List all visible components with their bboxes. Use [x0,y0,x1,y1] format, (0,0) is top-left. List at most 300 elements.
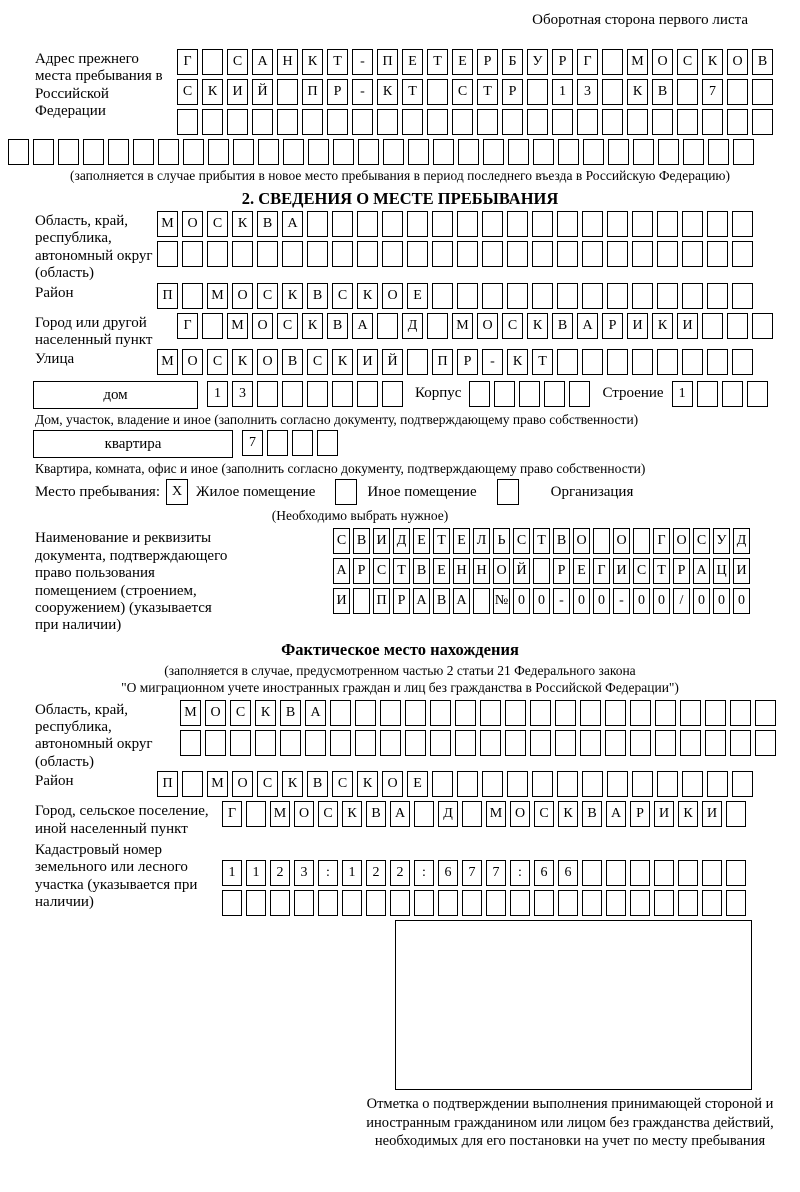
char-box [527,79,548,105]
char-box: О [252,313,273,339]
char-box [427,79,448,105]
prev-address-row [177,109,773,135]
char-box [473,588,490,614]
char-box: Ь [493,528,510,554]
char-box: Т [393,558,410,584]
char-box [294,890,314,916]
char-box [408,139,429,165]
char-box: И [654,801,674,827]
char-box: Р [327,79,348,105]
char-box: Г [593,558,610,584]
char-box: Е [413,528,430,554]
char-box [606,890,626,916]
char-box [432,283,453,309]
char-box [732,349,753,375]
char-box [732,211,753,237]
prev-address-block [0,49,800,135]
char-box: С [693,528,710,554]
char-box: 6 [438,860,458,886]
char-box [355,700,376,726]
char-box [727,313,748,339]
char-box [558,890,578,916]
char-box: 0 [573,588,590,614]
char-box: 1 [246,860,266,886]
char-box [752,79,773,105]
char-box: 0 [633,588,650,614]
char-box: О [382,771,403,797]
char-box: С [307,349,328,375]
char-box [657,211,678,237]
char-box [730,700,751,726]
char-box [257,381,278,407]
char-box [305,730,326,756]
char-box [58,139,79,165]
cadastral-label: Кадастровый номер земельного или лесного участка (указывается при наличии) [35,842,198,911]
char-box [657,241,678,267]
char-box [633,528,650,554]
cadastral-row [222,860,746,886]
char-box [655,730,676,756]
char-box [682,283,703,309]
char-box: Т [533,528,550,554]
char-box [654,890,674,916]
char-box [33,139,54,165]
char-box: Д [393,528,410,554]
char-box [292,430,313,456]
char-box [652,109,673,135]
region2-rows [180,700,776,756]
char-box: А [413,588,430,614]
char-box: К [282,283,303,309]
doc-rows [333,528,750,614]
char-box: М [627,49,648,75]
char-box [202,109,223,135]
prev-address-row-full [0,139,800,165]
char-box: К [302,313,323,339]
char-box [280,730,301,756]
char-box [252,109,273,135]
char-box [366,890,386,916]
char-box [582,349,603,375]
city2-label: Город, сельское поселение, иной населенный пункт [35,803,209,837]
char-box [680,700,701,726]
char-box [205,730,226,756]
char-box [726,860,746,886]
char-box [486,890,506,916]
region2-row [180,730,776,756]
char-box: О [727,49,748,75]
char-box [602,49,623,75]
char-box: Е [573,558,590,584]
street-row [157,349,753,375]
char-box [697,381,718,407]
char-box: О [613,528,630,554]
section2-heading: 2. СВЕДЕНИЯ О МЕСТЕ ПРЕБЫВАНИЯ [241,189,559,208]
char-box: С [502,313,523,339]
char-box [755,730,776,756]
char-box: К [357,283,378,309]
char-box [232,241,253,267]
char-box [505,730,526,756]
stay-checkbox-org [497,479,519,505]
char-box [544,381,565,407]
char-box [580,730,601,756]
char-box [183,139,204,165]
char-box [632,771,653,797]
char-box: Й [252,79,273,105]
char-box: С [230,700,251,726]
char-box: В [413,558,430,584]
char-box: 1 [672,381,693,407]
char-box: К [357,771,378,797]
char-box: 0 [733,588,750,614]
char-box: И [357,349,378,375]
char-box [510,890,530,916]
char-box: М [270,801,290,827]
char-box: К [202,79,223,105]
region2-label: Область, край, республика, автономный округ (область) [35,701,153,770]
char-box: - [352,79,373,105]
char-box [727,79,748,105]
char-box [233,139,254,165]
char-box: В [553,528,570,554]
char-box: : [510,860,530,886]
char-box: 6 [558,860,578,886]
char-box: В [282,349,303,375]
char-box [307,241,328,267]
stroenie-label: Строение [602,385,664,402]
char-box: О [652,49,673,75]
char-box: Р [552,49,573,75]
char-box [246,890,266,916]
char-box: Г [577,49,598,75]
char-box: - [352,49,373,75]
doc-row [333,558,750,584]
char-box [602,109,623,135]
char-box [532,211,553,237]
stroenie-cells [672,381,768,407]
char-box: И [627,313,648,339]
apartment-type-box: квартира [33,430,233,458]
char-box: С [207,349,228,375]
char-box [605,700,626,726]
char-box: Р [477,49,498,75]
char-box: В [257,211,278,237]
char-box [707,771,728,797]
char-box: В [280,700,301,726]
char-box [432,241,453,267]
char-box: И [333,588,350,614]
char-box: А [693,558,710,584]
house-number-cells [207,381,403,407]
char-box [657,349,678,375]
char-box: О [294,801,314,827]
char-box: - [553,588,570,614]
char-box [302,109,323,135]
char-box [482,283,503,309]
char-box: М [157,211,178,237]
char-box: 0 [653,588,670,614]
region2-row [180,700,776,726]
char-box: К [232,349,253,375]
street-label: Улица [35,351,75,368]
char-box: О [205,700,226,726]
char-box: В [307,771,328,797]
char-box [482,241,503,267]
district2-block [0,771,800,797]
char-box: А [352,313,373,339]
char-box [534,890,554,916]
city2-block [0,801,800,838]
stay-type-label: Место пребывания: [35,483,160,500]
char-box [632,349,653,375]
char-box [682,241,703,267]
char-box: Р [393,588,410,614]
char-box [8,139,29,165]
char-box [327,109,348,135]
prev-address-row [177,49,773,75]
char-box [246,801,266,827]
char-box [455,730,476,756]
char-box [705,730,726,756]
char-box: А [453,588,470,614]
char-box [722,381,743,407]
char-box [732,241,753,267]
char-box [267,430,288,456]
char-box [457,211,478,237]
char-box: К [282,771,303,797]
char-box [482,211,503,237]
char-box: Д [438,801,458,827]
char-box [678,890,698,916]
region-row [157,211,753,237]
char-box [677,109,698,135]
char-box [678,860,698,886]
char-box: С [513,528,530,554]
region2-block [0,700,800,772]
char-box [427,109,448,135]
char-box: С [333,528,350,554]
char-box [355,730,376,756]
char-box [558,139,579,165]
char-box [505,700,526,726]
char-box [702,860,722,886]
char-box [726,801,746,827]
char-box [583,139,604,165]
char-box: К [332,349,353,375]
char-box: 0 [593,588,610,614]
district-label: Район [35,284,74,301]
char-box [227,109,248,135]
char-box [182,283,203,309]
char-box: С [257,283,278,309]
char-box: С [633,558,650,584]
char-box [682,349,703,375]
char-box: А [390,801,410,827]
stay-option-label: Организация [550,483,634,500]
stay-type-note: (Необходимо выбрать нужное) [271,508,449,524]
char-box: В [433,588,450,614]
char-box: Т [433,528,450,554]
char-box: Е [407,771,428,797]
char-box [632,211,653,237]
district2-row [157,771,753,797]
char-box [569,381,590,407]
char-box: М [207,283,228,309]
char-box [582,211,603,237]
char-box [482,771,503,797]
char-box: 1 [342,860,362,886]
char-box [255,730,276,756]
char-box: К [678,801,698,827]
char-box: В [307,283,328,309]
char-box [480,730,501,756]
char-box [477,109,498,135]
char-box [158,139,179,165]
char-box: С [534,801,554,827]
apartment-note: Квартира, комната, офис и иное (заполнить согласно документу, подтверждающему право собственности) [35,461,646,477]
actual-location-note-line: (заполняется в случае, предусмотренном частью 2 статьи 21 Федерального закона [164,662,636,678]
char-box: Г [653,528,670,554]
char-box [606,860,626,886]
char-box [627,109,648,135]
char-box [382,241,403,267]
char-box: Т [653,558,670,584]
char-box [157,241,178,267]
char-box [557,211,578,237]
char-box [407,211,428,237]
char-box: Т [327,49,348,75]
char-box: - [482,349,503,375]
korpus-label: Корпус [415,385,462,402]
char-box [727,109,748,135]
char-box [380,700,401,726]
char-box [452,109,473,135]
char-box [677,79,698,105]
char-box: / [673,588,690,614]
char-box: П [432,349,453,375]
char-box [533,558,550,584]
stay-checkbox-zhiloe: X [166,479,188,505]
char-box: И [613,558,630,584]
char-box: К [652,313,673,339]
char-box: Г [177,313,198,339]
char-box [557,283,578,309]
street-block [0,349,800,375]
char-box [405,730,426,756]
char-box: С [318,801,338,827]
char-box [582,283,603,309]
char-box [414,801,434,827]
char-box [680,730,701,756]
char-box: Е [402,49,423,75]
char-box [230,730,251,756]
stay-checkbox-inoe [335,479,357,505]
char-box [352,109,373,135]
char-box: С [207,211,228,237]
char-box: Д [733,528,750,554]
char-box [607,211,628,237]
doc-block [0,528,800,634]
char-box: 3 [294,860,314,886]
char-box: 1 [207,381,228,407]
char-box [457,283,478,309]
char-box: Т [532,349,553,375]
char-box: Р [353,558,370,584]
char-box [402,109,423,135]
char-box [527,109,548,135]
region-block [0,211,800,283]
char-box: К [302,49,323,75]
city-row [177,313,773,339]
cadastral-rows [222,860,746,916]
char-box: А [333,558,350,584]
char-box [633,139,654,165]
char-box: К [377,79,398,105]
char-box [483,139,504,165]
char-box [430,700,451,726]
char-box: С [227,49,248,75]
char-box [632,241,653,267]
char-box: П [377,49,398,75]
char-box [357,211,378,237]
char-box [307,381,328,407]
char-box: С [277,313,298,339]
prev-address-rows [177,49,773,135]
char-box: 7 [242,430,263,456]
char-box: 3 [232,381,253,407]
char-box [707,211,728,237]
char-box: С [177,79,198,105]
char-box: Г [177,49,198,75]
char-box [277,109,298,135]
char-box: И [733,558,750,584]
char-box: 0 [533,588,550,614]
char-box: С [677,49,698,75]
char-box: : [414,860,434,886]
char-box [282,381,303,407]
char-box: 3 [577,79,598,105]
char-box: Н [277,49,298,75]
char-box [308,139,329,165]
char-box [730,730,751,756]
char-box: : [318,860,338,886]
char-box [682,771,703,797]
char-box [202,49,223,75]
char-box: Е [407,283,428,309]
char-box [602,79,623,105]
char-box: Н [473,558,490,584]
char-box: Н [453,558,470,584]
char-box: В [353,528,370,554]
region-row [157,241,753,267]
confirmation-caption: Отметка о подтверждении выполнения принимающей стороной и иностранным гражданином или лицом без гражданства действий, необходимых для его постановки на учет по месту пребывания [366,1096,774,1150]
char-box [593,528,610,554]
district2-label: Район [35,773,74,790]
prev-address-label: Адрес прежнего места пребывания в Российской Федерации [35,51,163,120]
char-box [432,211,453,237]
actual-location-heading: Фактическое место нахождения [281,639,519,659]
doc-label: Наименование и реквизиты документа, подтверждающего право пользования помещением (строением, сооружением) (указывается при наличии) [35,530,228,634]
char-box: К [507,349,528,375]
char-box [580,700,601,726]
char-box: Р [457,349,478,375]
city2-row [222,801,746,827]
char-box [752,313,773,339]
char-box [480,700,501,726]
char-box: К [232,211,253,237]
char-box [508,139,529,165]
